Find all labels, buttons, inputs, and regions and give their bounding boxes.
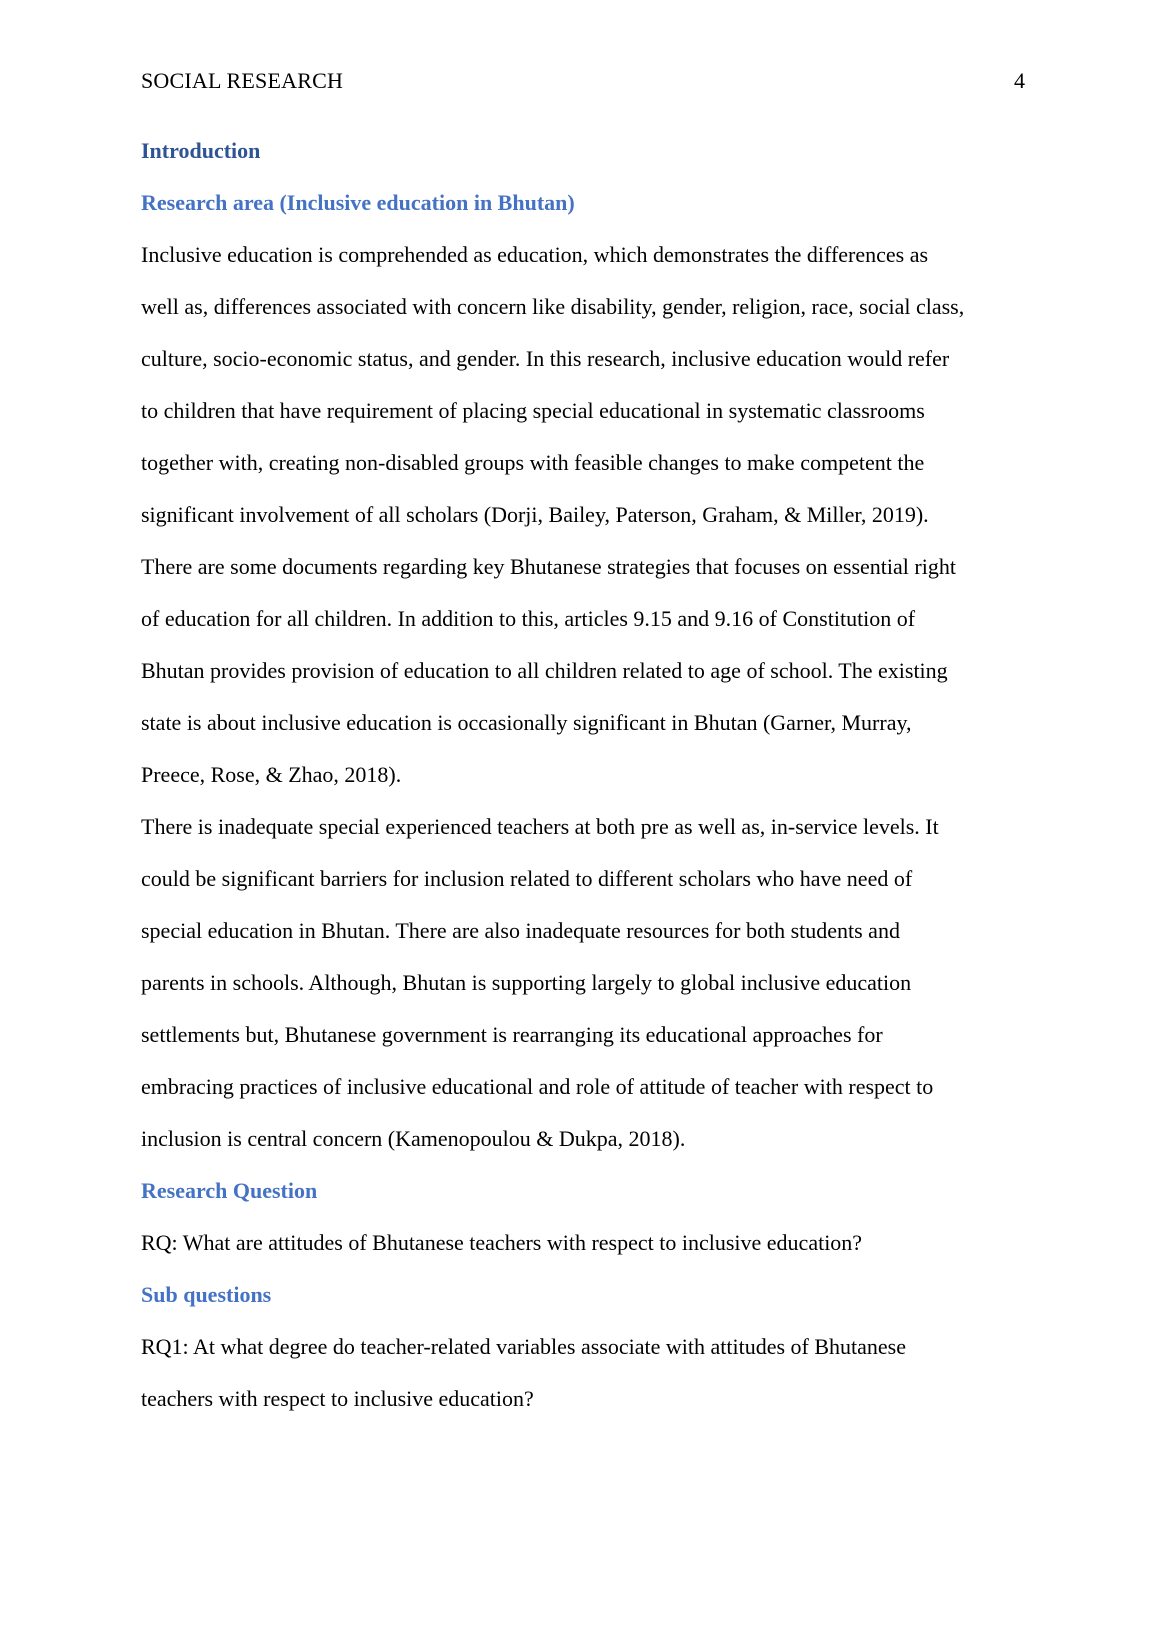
- paragraph1-line: culture, socio-economic status, and gender. In this research, inclusive education would refer: [141, 346, 950, 371]
- paragraph2-line: could be significant barriers for inclusion related to different scholars who have need of: [141, 866, 913, 891]
- heading-research-question: Research Question: [141, 1178, 318, 1203]
- paragraph1-line: well as, differences associated with concern like disability, gender, religion, race, social class,: [141, 294, 965, 319]
- paragraph1-line: together with, creating non-disabled groups with feasible changes to make competent the: [141, 450, 925, 475]
- paragraph2-line: special education in Bhutan. There are also inadequate resources for both students and: [141, 918, 900, 943]
- paragraph1-line: to children that have requirement of placing special educational in systematic classrooms: [141, 398, 925, 423]
- running-head: SOCIAL RESEARCH: [141, 68, 344, 93]
- paragraph2-line: embracing practices of inclusive educational and role of attitude of teacher with respect to: [141, 1074, 934, 1099]
- sub-question1-line: teachers with respect to inclusive education?: [141, 1386, 534, 1411]
- paragraph1-line: state is about inclusive education is occasionally significant in Bhutan (Garner, Murray,: [141, 710, 912, 735]
- paragraph1-line: Preece, Rose, & Zhao, 2018).: [141, 762, 402, 787]
- paragraph1-line: significant involvement of all scholars (Dorji, Bailey, Paterson, Graham, & Miller, 2019).: [141, 502, 929, 527]
- heading-sub-questions: Sub questions: [141, 1282, 272, 1307]
- paragraph2-line: parents in schools. Although, Bhutan is supporting largely to global inclusive education: [141, 970, 912, 995]
- paragraph2-line: There is inadequate special experienced teachers at both pre as well as, in-service levels. It: [141, 814, 939, 839]
- paragraph2-line: inclusion is central concern (Kamenopoulou & Dukpa, 2018).: [141, 1126, 686, 1151]
- heading-research-area: Research area (Inclusive education in Bhutan): [141, 190, 575, 215]
- paragraph1-line: of education for all children. In addition to this, articles 9.15 and 9.16 of Constitution of: [141, 606, 916, 631]
- paragraph1-line: Bhutan provides provision of education to all children related to age of school. The existing: [141, 658, 948, 683]
- paragraph1-line: There are some documents regarding key Bhutanese strategies that focuses on essential right: [141, 554, 956, 579]
- page-number: 4: [1014, 68, 1025, 93]
- paragraph1-line: Inclusive education is comprehended as education, which demonstrates the differences as: [141, 242, 929, 267]
- paragraph2-line: settlements but, Bhutanese government is rearranging its educational approaches for: [141, 1022, 883, 1047]
- research-question-text: RQ: What are attitudes of Bhutanese teachers with respect to inclusive education?: [141, 1230, 863, 1255]
- sub-question1-line: RQ1: At what degree do teacher-related variables associate with attitudes of Bhutanese: [141, 1334, 907, 1359]
- heading-introduction: Introduction: [141, 138, 261, 163]
